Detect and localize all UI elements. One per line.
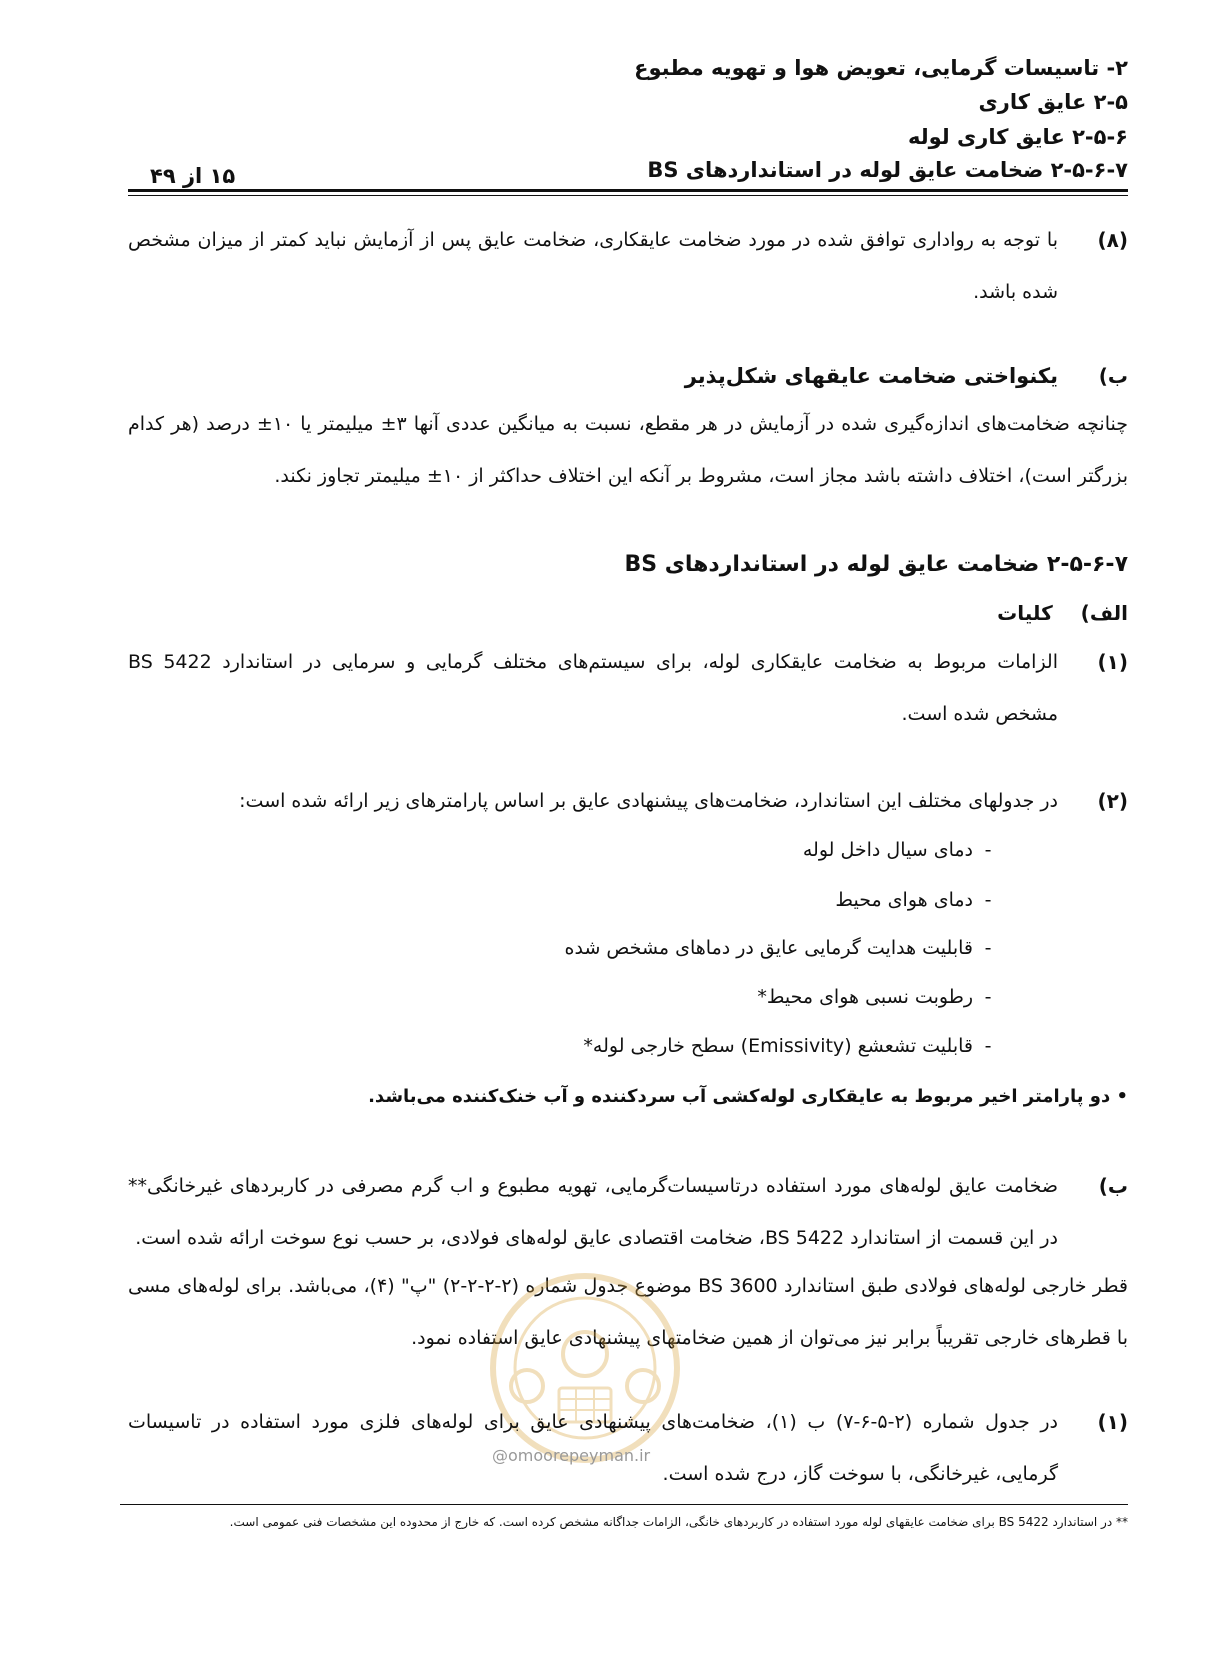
bullet-item: -رطوبت نسبی هوای محیط* [757,986,992,1008]
bullet-text: قابلیت هدایت گرمایی عایق در دماهای مشخص شده [564,937,973,959]
bullet-item: -قابلیت تشعشع (Emissivity) سطح خارجی لوله* [583,1035,992,1057]
item-8-text: با توجه به رواداری توافق شده در مورد ضخامت عایقکاری، ضخامت عایق پس از آزمایش نباید کمتر از میزان مشخص شده باشد. [128,229,1058,303]
item-2-note: • دو پارامتر اخیر مربوط به عایقکاری لوله‌کشی آب سردکننده و آب خنک‌کننده می‌باشد. [368,1086,1128,1107]
section-b1-heading: یکنواختی ضخامت عایقهای شکل‌پذیر [684,364,1058,388]
header-subsection: ۲-۵-۶ عایق کاری لوله [908,125,1128,149]
section-b1-text: چنانچه ضخامت‌های اندازه‌گیری شده در آزمایش در هر مقطع، نسبت به میانگین عددی آنها ۳± میلیمتر یا ۱۰± درصد (هر کدام بزرگتر است)، اختلاف داشته باشد مجاز است، مشروط بر آنکه این اختلاف حداکثر از ۱۰± میلیمتر تجاوز نکند. [128,413,1128,487]
general-heading: کلیات [997,601,1053,625]
watermark-text: @omoorepeyman.ir [492,1446,651,1465]
section-b2-text2: قطر خارجی لوله‌های فولادی طبق استاندارد BS 3600 موضوع جدول شماره (۲-۲-۲-۲) "پ" (۴)، می‌باشد. برای لوله‌های مسی با قطرهای خارجی تقریباً برابر نیز می‌توان از همین ضخامتهای پیشنهادی عایق استفاده نمود. [128,1275,1129,1349]
header-rule-thin [128,195,1128,196]
header-topic: ۲-۵-۶-۷ ضخامت عایق لوله در استانداردهای BS [647,158,1128,182]
item-1b-text: در جدول شماره (۲-۵-۶-۷) ب (۱)، ضخامت‌های پیشنهادی عایق برای لوله‌های فلزی مورد استفاده در تاسیسات گرمایی، غیرخانگی، با سوخت گاز، درج شده است. [128,1411,1058,1485]
item-2-number: (۲) [1097,789,1128,813]
item-1-text: الزامات مربوط به ضخامت عایقکاری لوله، برای سیستم‌های مختلف گرمایی و سرمایی در استاندارد BS 5422 مشخص شده است. [128,651,1058,725]
general-label [997,593,1128,633]
bullet-item: -دمای سیال داخل لوله [802,839,992,861]
bullet-text: دمای هوای محیط [835,889,973,911]
header-rule-thick [128,189,1128,192]
item-1-number: (۱) [1097,650,1128,674]
header-section: ۲-۵ عایق کاری [978,90,1128,114]
footnote-rule [120,1504,1128,1505]
item-1b-number: (۱) [1097,1410,1128,1434]
bullet-text: رطوبت نسبی هوای محیط* [757,986,973,1008]
bullet-text: دمای سیال داخل لوله [802,839,973,861]
item-2-text: در جدولهای مختلف این استاندارد، ضخامت‌های پیشنهادی عایق بر اساس پارامترهای زیر ارائه شده است: [239,790,1058,812]
section-b1-label: ب) [1098,364,1128,388]
section-b2-text1: ضخامت عایق لوله‌های مورد استفاده درتاسیسات‌گرمایی، تهویه مطبوع و اب گرم مصرفی در کاربردهای غیرخانگی** در این قسمت از استاندارد BS 5422، ضخامت اقتصادی عایق لوله‌های فولادی، بر حسب نوع سوخت ارائه شده است. [128,1175,1058,1249]
footnote: ** در استاندارد BS 5422 برای ضخامت عایقهای لوله مورد استفاده در کاربردهای خانگی، الزامات جداگانه مشخص کرده است. که خارج از محدوده این مشخصات فنی عمومی است. [229,1515,1128,1529]
item-8-number: (۸) [1097,228,1128,252]
section-b2-label: ب) [1098,1174,1128,1198]
bullet-item: -قابلیت هدایت گرمایی عایق در دماهای مشخص شده [564,937,992,959]
section-title: ۲-۵-۶-۷ ضخامت عایق لوله در استانداردهای BS [624,552,1128,577]
general-label-text: الف) [1080,601,1128,625]
bullet-text: قابلیت تشعشع (Emissivity) سطح خارجی لوله* [583,1035,973,1057]
bullet-item: -دمای هوای محیط [835,889,992,911]
page-number: ۱۵ از ۴۹ [150,164,236,188]
header-chapter: ۲- تاسیسات گرمایی، تعویض هوا و تهویه مطبوع [634,56,1128,80]
